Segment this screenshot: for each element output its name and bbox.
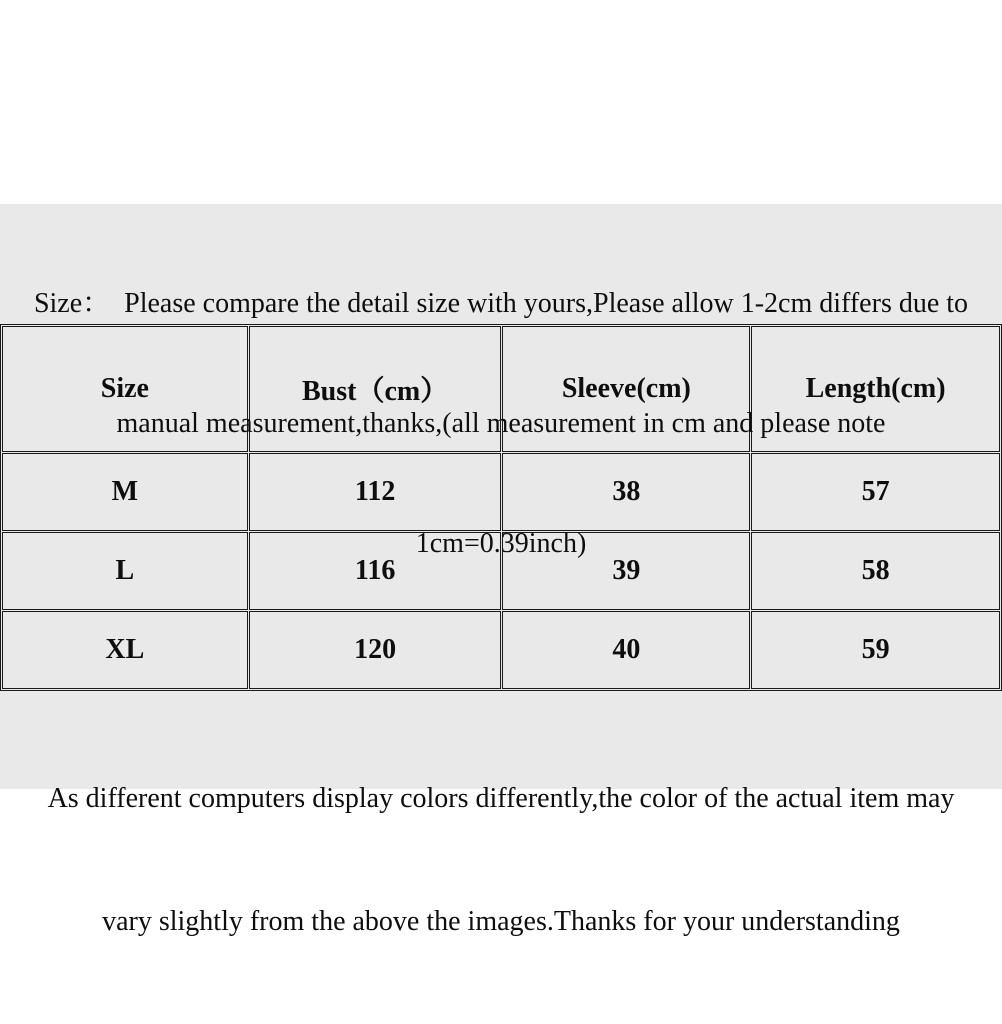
column-header-sleeve: Sleeve(cm) [502, 326, 750, 452]
column-header-bust: Bust（cm） [249, 326, 502, 452]
cell-size-xl: XL [2, 611, 248, 689]
measurement-note-line-1: Size： Please compare the detail size with yours,Please allow 1-2cm differs due to [33, 288, 969, 319]
cell-sleeve-m: 38 [502, 453, 750, 531]
cell-sleeve-xl: 40 [502, 611, 750, 689]
color-disclaimer-line-1: As different computers display colors differently,the color of the actual item may [47, 783, 955, 814]
cell-length-xl: 59 [751, 611, 1000, 689]
cell-bust-l: 116 [249, 532, 502, 610]
cell-length-m: 57 [751, 453, 1000, 531]
cell-sleeve-l: 39 [502, 532, 750, 610]
color-disclaimer-line-2: vary slightly from the above the images.Thanks for your understanding [102, 906, 900, 937]
column-header-size: Size [2, 326, 248, 452]
size-chart-panel [0, 204, 1002, 937]
cell-size-m: M [2, 453, 248, 531]
cell-bust-m: 112 [249, 453, 502, 531]
cell-length-l: 58 [751, 532, 1000, 610]
cell-bust-xl: 120 [249, 611, 502, 689]
color-disclaimer-note [0, 691, 1002, 1024]
measurement-note-line-3: 1cm=0.39inch) [415, 528, 587, 559]
column-header-length: Length(cm) [751, 326, 1000, 452]
measurement-note-line-2: manual measurement,thanks,(all measurement in cm and please note [116, 408, 886, 439]
cell-size-l: L [2, 532, 248, 610]
